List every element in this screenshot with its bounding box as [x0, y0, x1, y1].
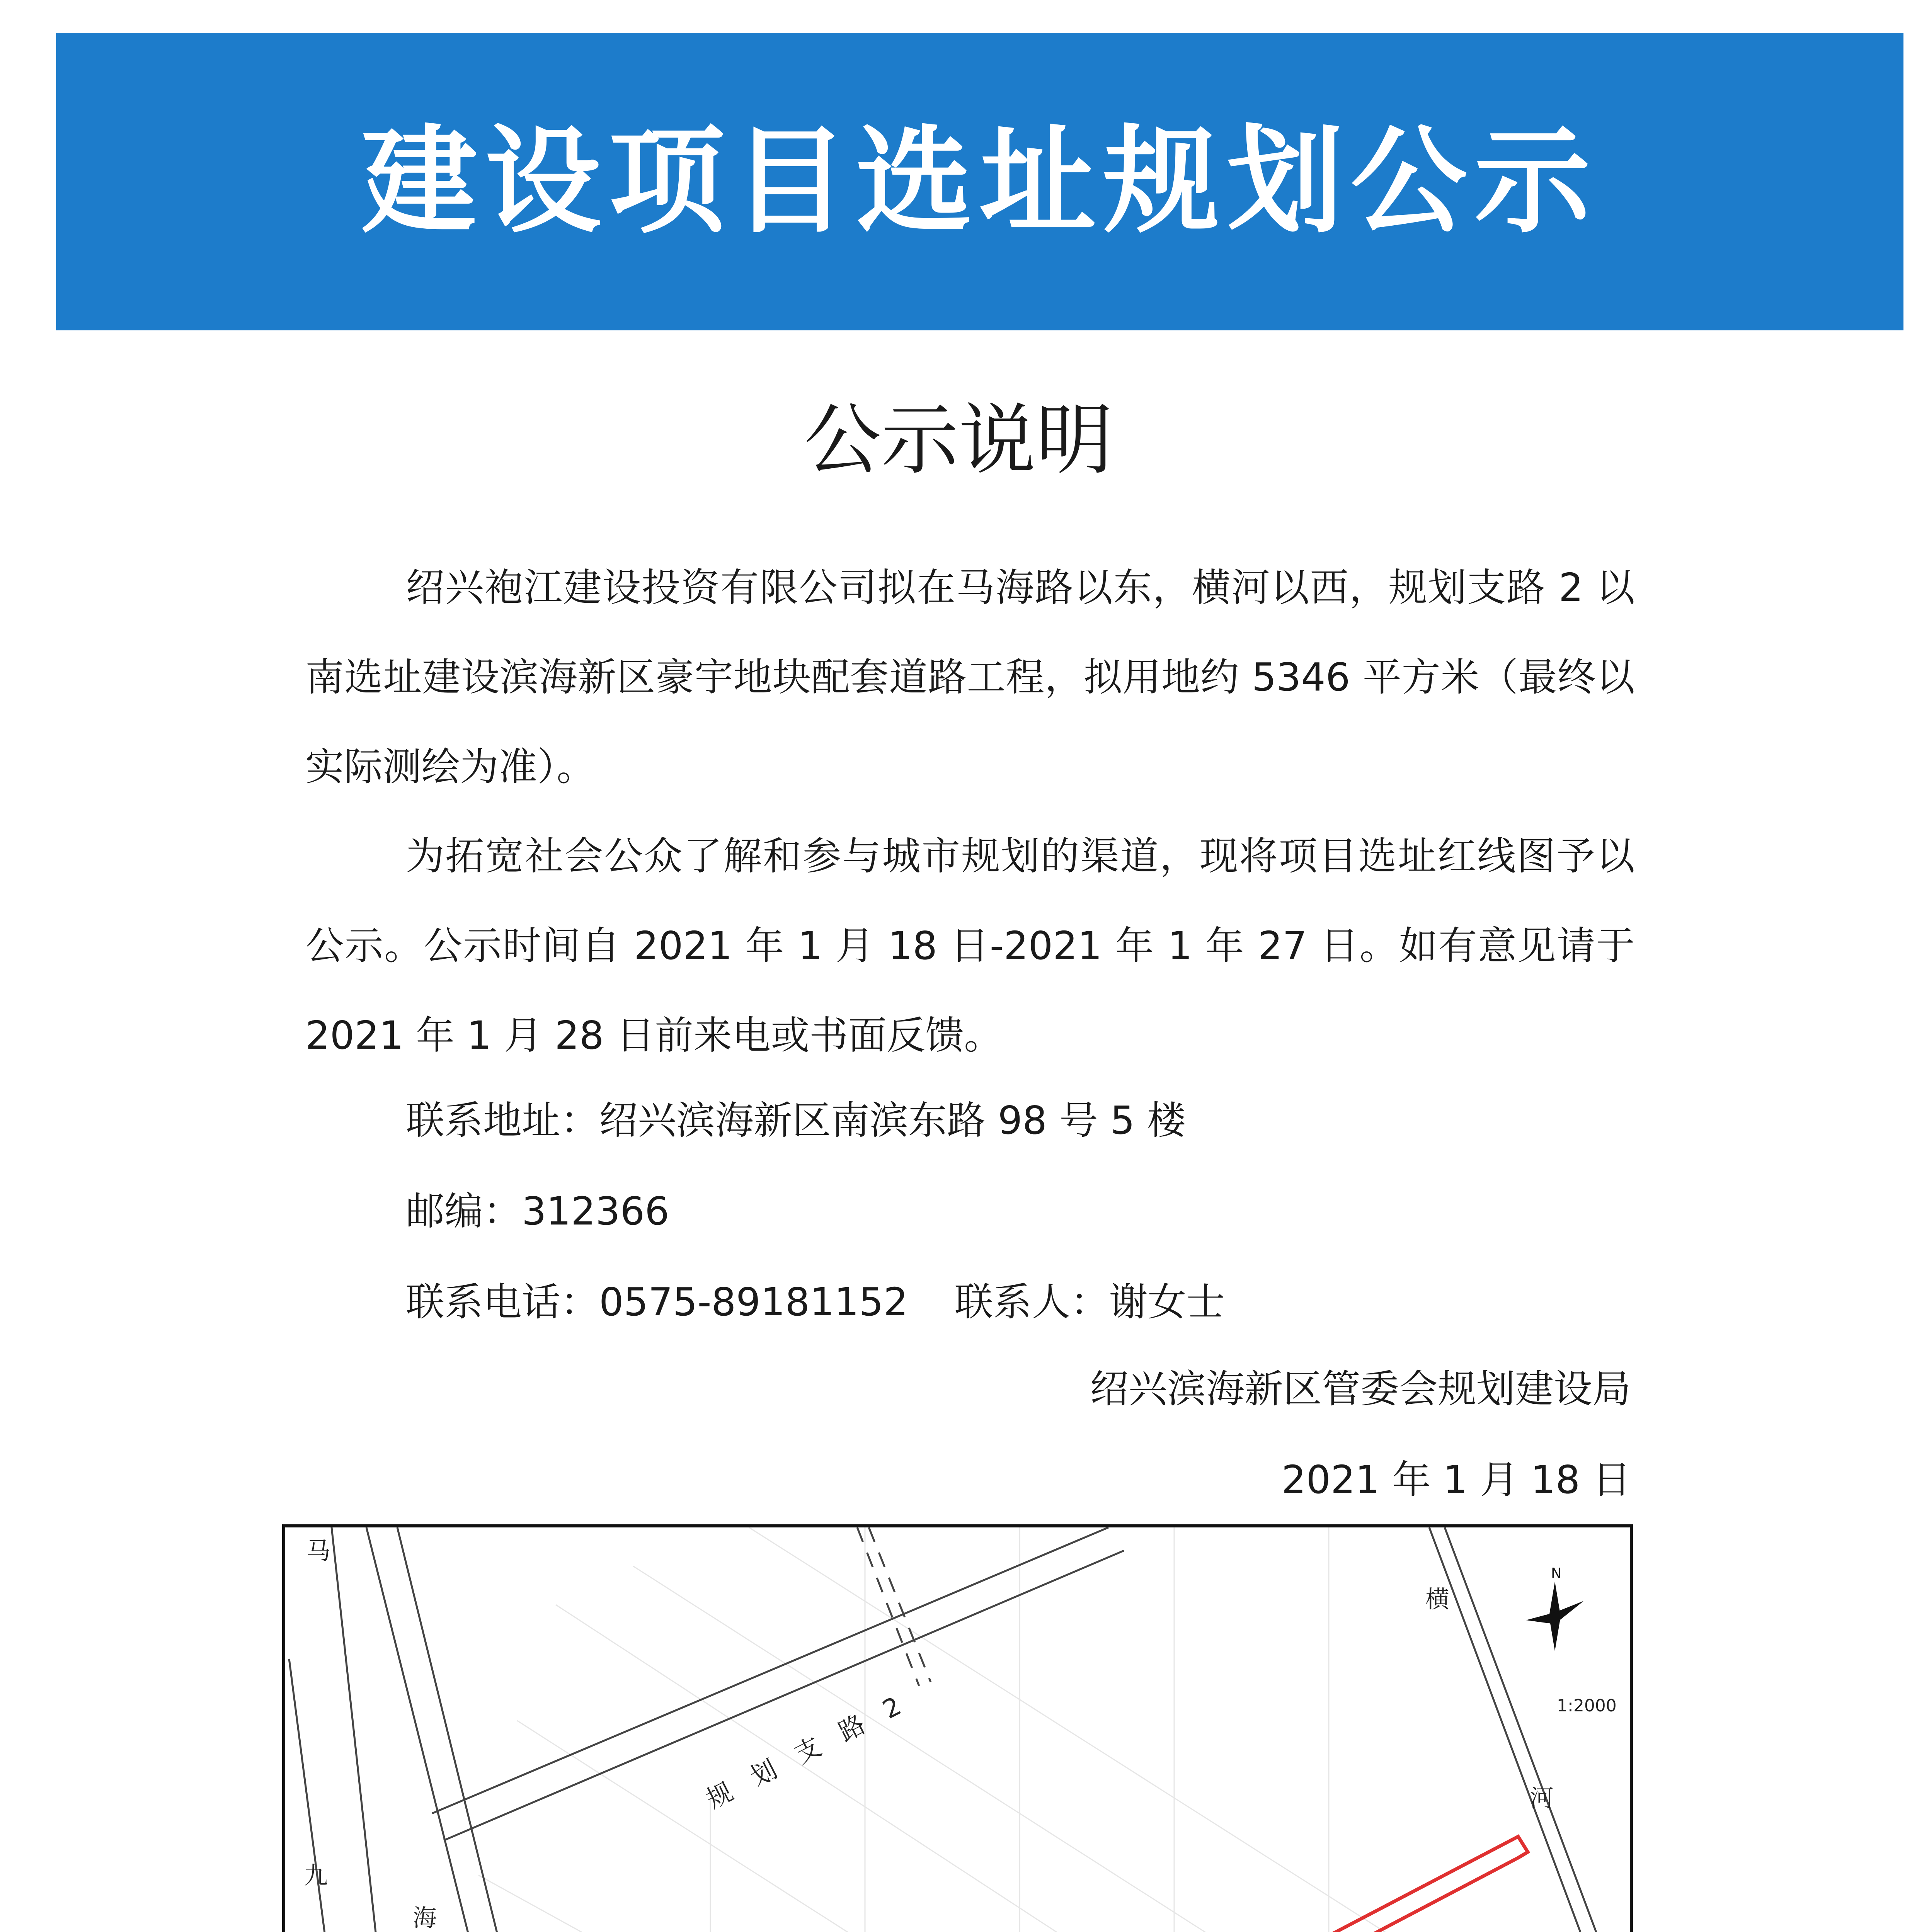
notice-paragraph-1: 绍兴袍江建设投资有限公司拟在马海路以东，横河以西，规划支路 2 以南选址建设滨海新区豪宇地块配套道路工程，拟用地约 5346 平方米（最终以实际测绘为准）。 — [305, 565, 1635, 789]
postcode: 邮编：312366 — [406, 1189, 669, 1234]
title-banner — [56, 33, 1903, 330]
contact-phone: 联系电话：0575-89181152 — [406, 1279, 908, 1325]
site-location-map — [282, 1524, 1633, 1932]
project-site-redline — [658, 1837, 1528, 1932]
notice-heading: 公示说明 — [804, 395, 1113, 485]
map-scale: 1:2000 — [1557, 1696, 1617, 1716]
svg-text:N: N — [1551, 1566, 1561, 1581]
notice-paragraph-2: 为拓宽社会公众了解和参与城市规划的渠道，现将项目选址红线图予以公示。公示时间自 2021 年 1 月 18 日-2021 年 1 年 27 日。如有意见请于 2021 年 1 月 28 日前来电或书面反馈。 — [305, 833, 1635, 1058]
issuing-authority: 绍兴滨海新区管委会规划建设局 — [1090, 1366, 1631, 1412]
contact-address: 联系地址：绍兴滨海新区南滨东路 98 号 5 楼 — [406, 1098, 1186, 1143]
map-parcel-lines — [478, 1527, 1630, 1932]
contact-line — [406, 1279, 1225, 1325]
canal-char: 九 — [304, 1861, 328, 1889]
label-jiuqiu-canal — [304, 1861, 328, 1932]
page-title: 建设项目选址规划公示 — [361, 114, 1598, 249]
label-planned-road-2: 规划支路2 — [701, 1680, 928, 1815]
north-arrow-icon — [1522, 1566, 1588, 1667]
label-heng-river: 横 — [1425, 1585, 1450, 1613]
label-ma-road-hai: 海 — [413, 1904, 437, 1932]
label-heng-river-he: 河 — [1530, 1784, 1554, 1812]
contact-person: 联系人：谢女士 — [954, 1279, 1225, 1325]
issue-date: 2021 年 1 月 18 日 — [1281, 1457, 1631, 1502]
label-ma-road-top: 马 — [306, 1537, 331, 1565]
